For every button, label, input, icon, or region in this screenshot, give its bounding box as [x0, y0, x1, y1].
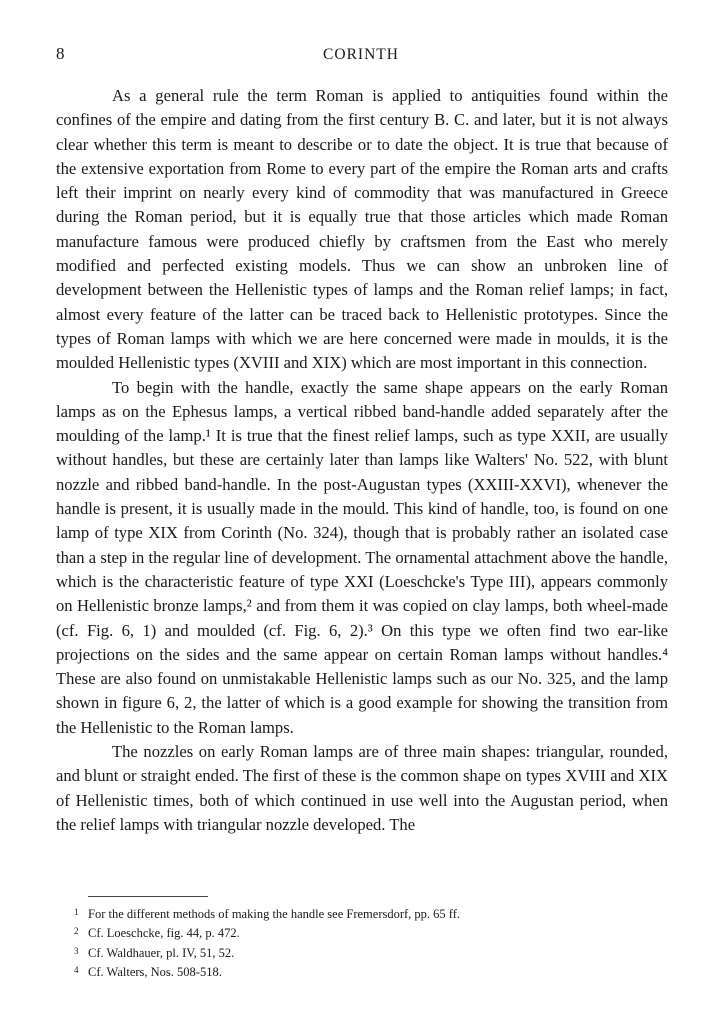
footnote-text: For the different methods of making the handle see Fremersdorf, pp. 65 ff. [88, 907, 461, 921]
running-head: CORINTH [323, 46, 399, 63]
footnote-text: Cf. Loeschcke, fig. 44, p. 472. [88, 926, 240, 941]
footnote-number: 1 [74, 907, 79, 917]
footnote-number: 2 [74, 926, 79, 937]
footnote [74, 923, 664, 942]
footnote [74, 943, 664, 962]
paragraph: The nozzles on early Roman lamps are of three main shapes: triangular, rounded, and blunt or straight ended. The first of these is the common shape on types XVIII and XIX of Hellenistic times, both of which continued in use well into the Augustan period, when the relief lamps with triangular nozzle developed. The [56, 742, 668, 834]
page-number: 8 [56, 44, 65, 63]
footnote-number: 3 [74, 945, 79, 956]
footnote-rule [88, 896, 208, 897]
paragraph: As a general rule the term Roman is applied to antiquities found within the confines of the empire and dating from the first century B. C. and later, but it is not always clear whether this term is meant to describe or to date the object. It is true that because of the extensive exportation from Rome to every part of the empire the Roman arts and crafts left their imprint on nearly every kind of commodity that was manufactured in Greece during the Roman period, but it is equally true that those articles which made Roman manufacture famous were produced chiefly by craftsmen from the East who merely modified and perfected existing models. Thus we can show an unbroken line of development between the Hellenistic types of lamps and the Roman relief lamps; in fact, almost every feature of the latter can be traced back to Hellenistic prototypes. Since the types of Roman lamps with which we are here concerned were made in moulds, it is the moulded Hellenistic types (XVIII and XIX) which are most important in this connection. [56, 86, 668, 373]
footnotes [74, 904, 664, 982]
footnote [74, 962, 664, 981]
footnote [74, 904, 664, 923]
page-header [56, 44, 666, 72]
body-text [56, 84, 668, 837]
footnote-text: Cf. Waldhauer, pl. IV, 51, 52. [88, 945, 235, 960]
footnote-text: Cf. Walters, Nos. 508-518. [88, 965, 222, 980]
footnote-number: 4 [74, 965, 79, 976]
paragraph: To begin with the handle, exactly the same shape appears on the early Roman lamps as on the Ephesus lamps, a vertical ribbed band-handle added separately after the moulding of the lamp.¹ It is true that the finest relief lamps, such as type XXII, are usually without handles, but these are certainly later than lamps like Walters' No. 522, with blunt nozzle and ribbed band-handle. In the post-Augustan types (XXIII-XXVI), whenever the handle is present, it is usually made in the mould. This kind of handle, too, is found on one lamp of type XIX from Corinth (No. 324), though that is probably rather an isolated case than a step in the regular line of development. The ornamental attachment above the handle, which is the characteristic feature of type XXI (Loeschcke's Type III), appears commonly on Hellenistic bronze lamps,² and from them it was copied on clay lamps, both wheel-made (cf. Fig. 6, 1) and moulded (cf. Fig. 6, 2).³ On this type we often find two ear-like projections on the sides and the same appear on certain Roman lamps without handles.⁴ These are also found on unmistakable Hellenistic lamps such as our No. 325, and the lamp shown in figure 6, 2, the latter of which is a good example for showing the transition from the Hellenistic to the Roman lamps. [56, 377, 668, 737]
